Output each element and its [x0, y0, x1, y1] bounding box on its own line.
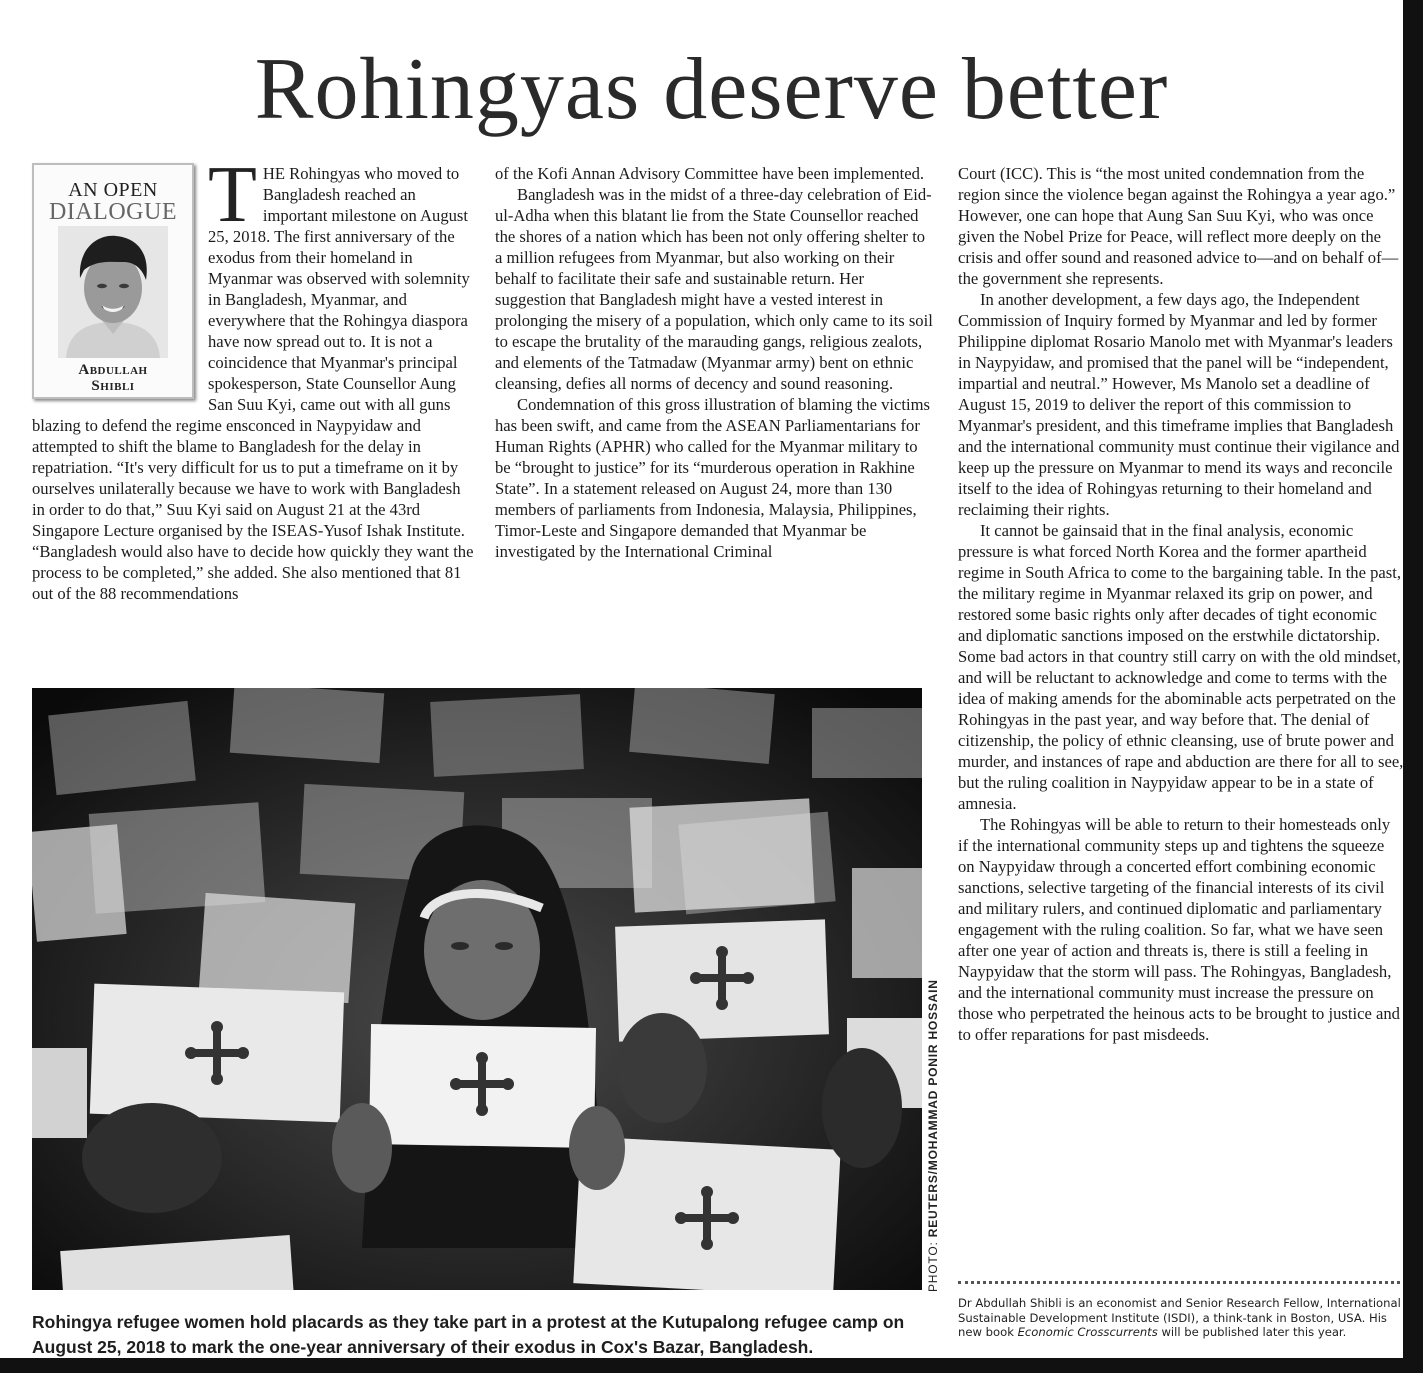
- article-paragraph-4: In another development, a few days ago, the Independent Commission of Inquiry formed by Myanmar and led by former Philippine diplomat Rosario Manolo met with Myanmar's leaders in Naypyidaw, and promised that the panel will be “independent, impartial and neutral.” However, Ms Manolo set a deadline of August 15, 2019 to deliver the report of this commission to Myanmar's president, and this timeframe implies that Bangladesh and the international community must continue their vigilance and keep up the pressure on Myanmar to mend its ways and reconcile itself to the idea of Rohingyas returning to their homeland and reclaiming their rights.: [958, 290, 1400, 519]
- article-paragraph-1-continued: of the Kofi Annan Advisory Committee have been implemented.: [495, 164, 925, 183]
- drop-cap: T: [208, 151, 257, 239]
- article-column-1: [32, 151, 474, 604]
- article-paragraph-5: It cannot be gainsaid that in the final analysis, economic pressure is what forced North Korea and the former apartheid regime in South Africa to come to the bargaining table. In the past, the military regime in Myanmar relaxed its grip on power, and restored some basic rights only after decades of tight economic and diplomatic sanctions imposed on the erstwhile dictatorship. Some bad actors in that country still carry on with the old mindset, and will be reluctant to acknowledge and come to terms with the idea of making amends for the abominable acts perpetrated on the Rohingyas in the past year, and way before that. The denial of citizenship, the policy of ethnic cleansing, use of brute power and murder, and instances of rape and abduction are there for all to see, but the ruling coalition in Naypyidaw appear to be in a state of amnesia.: [958, 521, 1404, 813]
- article-paragraph-3-continued: Court (ICC). This is “the most united condemnation from the region since the violence began against the Rohingya a year ago.” However, one can hope that Aung San Suu Kyi, who was once given the Nobel Prize for Peace, will reflect more deeply on the crisis and offer sound and reasoned advice to—and on behalf of—the government she represents.: [958, 164, 1399, 288]
- article-column-3: [958, 163, 1404, 1045]
- byline-kicker-line2: DIALOGUE: [49, 199, 177, 225]
- byline-box: [32, 163, 194, 399]
- author-bio: [958, 1296, 1402, 1340]
- article-paragraph-3: Condemnation of this gross illustration of blaming the victims has been swift, and came from the ASEAN Parliamentarians for Human Rights (APHR) who called for the Myanmar military to be “brought to justice” for its “murderous operation in Rakhine State”. In a statement released on August 24, more than 130 members of parliaments from Indonesia, Malaysia, Philippines, Timor-Leste and Singapore demanded that Myanmar be investigated by the International Criminal: [495, 395, 930, 561]
- author-bio-text-end: will be published later this year.: [1157, 1325, 1347, 1339]
- bio-separator: [958, 1281, 1400, 1284]
- byline-author-line1: Abdullah: [78, 362, 148, 378]
- article-paragraph-1-text: HE Rohingyas who moved to Bangladesh reached an important milestone on August 25, 2018. The first anniversary of the exodus from their homeland in Myanmar was observed with solemnity in Bangladesh, Myanmar, and everywhere that the Rohingya diaspora have now spread out to. It is not a coincidence that Myanmar's principal spokesperson, State Counsellor Aung San Suu Kyi, came out with all guns blazing to defend the regime ensconced in Naypyidaw and attempted to shift the blame to Bangladesh for the delay in repatriation. “It's very difficult for us to put a timeframe on it by ourselves unilaterally because we have to work with Bangladesh in order to do that,” Suu Kyi said on August 21 at the 43rd Singapore Lecture organised by the ISEAS-Yusof Ishak Institute. “Bangladesh would also have to decide how quickly they want the process to be completed,” she added. She also mentioned that 81 out of the 88 recommendations: [32, 164, 474, 603]
- page-bottom-border: [0, 1358, 1423, 1373]
- page-right-border: [1403, 0, 1423, 1373]
- photo-credit-name: REUTERS/MOHAMMAD PONIR HOSSAIN: [926, 979, 940, 1238]
- byline-author-line2: Shibli: [91, 378, 135, 394]
- author-bio-book-title: Economic Crosscurrents: [1017, 1325, 1158, 1339]
- headline: Rohingyas deserve better: [254, 41, 1169, 138]
- photo-credit: [926, 962, 940, 1292]
- photo-caption: Rohingya refugee women hold placards as they take part in a protest at the Kutupalong refugee camp on August 25, 2018 to mark the one-year anniversary of their exodus in Cox's Bazar, Bangladesh.: [32, 1312, 905, 1357]
- photo-credit-prefix: PHOTO:: [926, 1237, 940, 1292]
- news-photo: [32, 688, 922, 1290]
- byline-kicker-line1: AN OPEN: [68, 179, 158, 201]
- author-portrait: [58, 226, 168, 358]
- author-bio-text: Dr Abdullah Shibli is an economist and Senior Research Fellow, International Sustainable Development Institute (ISDI), a think-tank in Boston, USA. His new book: [958, 1296, 1401, 1339]
- article-column-2: [495, 163, 935, 562]
- article-paragraph-2: Bangladesh was in the midst of a three-day celebration of Eid-ul-Adha when this blatant lie from the State Counsellor reached the shores of a nation which has been not only offering shelter to a million refugees from Myanmar, but also working on their behalf to facilitate their safe and sustainable return. Her suggestion that Bangladesh might have a vested interest in prolonging the misery of a population, which only came to its soil to escape the brutality of the marauding gangs, religious zealots, and elements of the Tatmadaw (Myanmar army) bent on ethnic cleansing, defies all norms of decency and sound reasoning.: [495, 185, 933, 393]
- article-paragraph-6: The Rohingyas will be able to return to their homesteads only if the international community steps up and tightens the squeeze on Naypyidaw through a concerted effort combining economic sanctions, selective targeting of the financial interests of its civil and military rulers, and continued diplomatic and parliamentary engagement with the ruling coalition. So far, what we have seen after one year of action and threats is, there is still a feeling in Naypyidaw that the storm will pass. The Rohingyas, Bangladesh, and the international community must increase the pressure on those who perpetrated the heinous acts to be brought to justice and to offer reparations for past misdeeds.: [958, 815, 1400, 1044]
